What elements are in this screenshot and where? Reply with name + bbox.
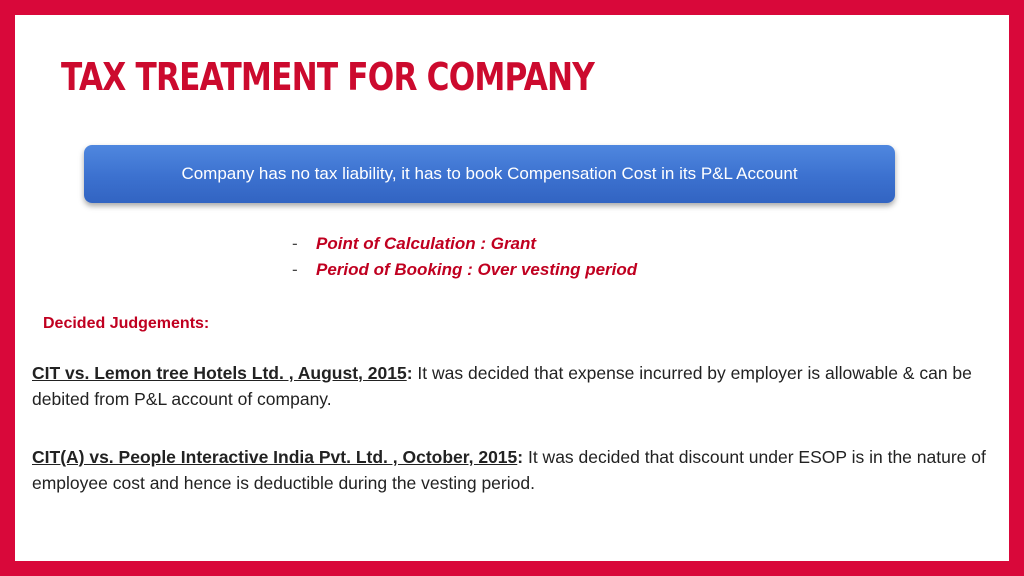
list-item xyxy=(292,260,637,286)
case-colon: : xyxy=(517,447,524,467)
dash-bullet: - xyxy=(292,234,298,253)
case-text: It was decided that expense incurred by employer is allowable & can be debited from P&L account of company. xyxy=(32,363,972,409)
case-name: CIT vs. Lemon tree Hotels Ltd. , August, 2015 xyxy=(32,363,407,383)
key-points-list xyxy=(292,234,637,286)
case-paragraph-2 xyxy=(32,444,992,496)
summary-banner-text: Company has no tax liability, it has to book Compensation Cost in its P&L Account xyxy=(181,164,798,183)
case-colon: : xyxy=(406,363,413,383)
point-calculation: Point of Calculation : Grant xyxy=(316,234,537,253)
case-name: CIT(A) vs. People Interactive India Pvt. Ltd. , October, 2015 xyxy=(32,447,518,467)
summary-banner xyxy=(84,145,895,203)
case-text: It was decided that discount under ESOP is in the nature of employee cost and hence is deductible during the vesting period. xyxy=(32,447,986,493)
point-booking: Period of Booking : Over vesting period xyxy=(316,260,638,279)
judgements-heading: Decided Judgements: xyxy=(43,315,210,332)
dash-bullet: - xyxy=(292,260,298,279)
case-paragraph-1 xyxy=(32,360,992,412)
slide-title: TAX TREATMENT FOR COMPANY xyxy=(61,55,595,99)
slide xyxy=(15,15,1009,561)
list-item xyxy=(292,234,637,260)
